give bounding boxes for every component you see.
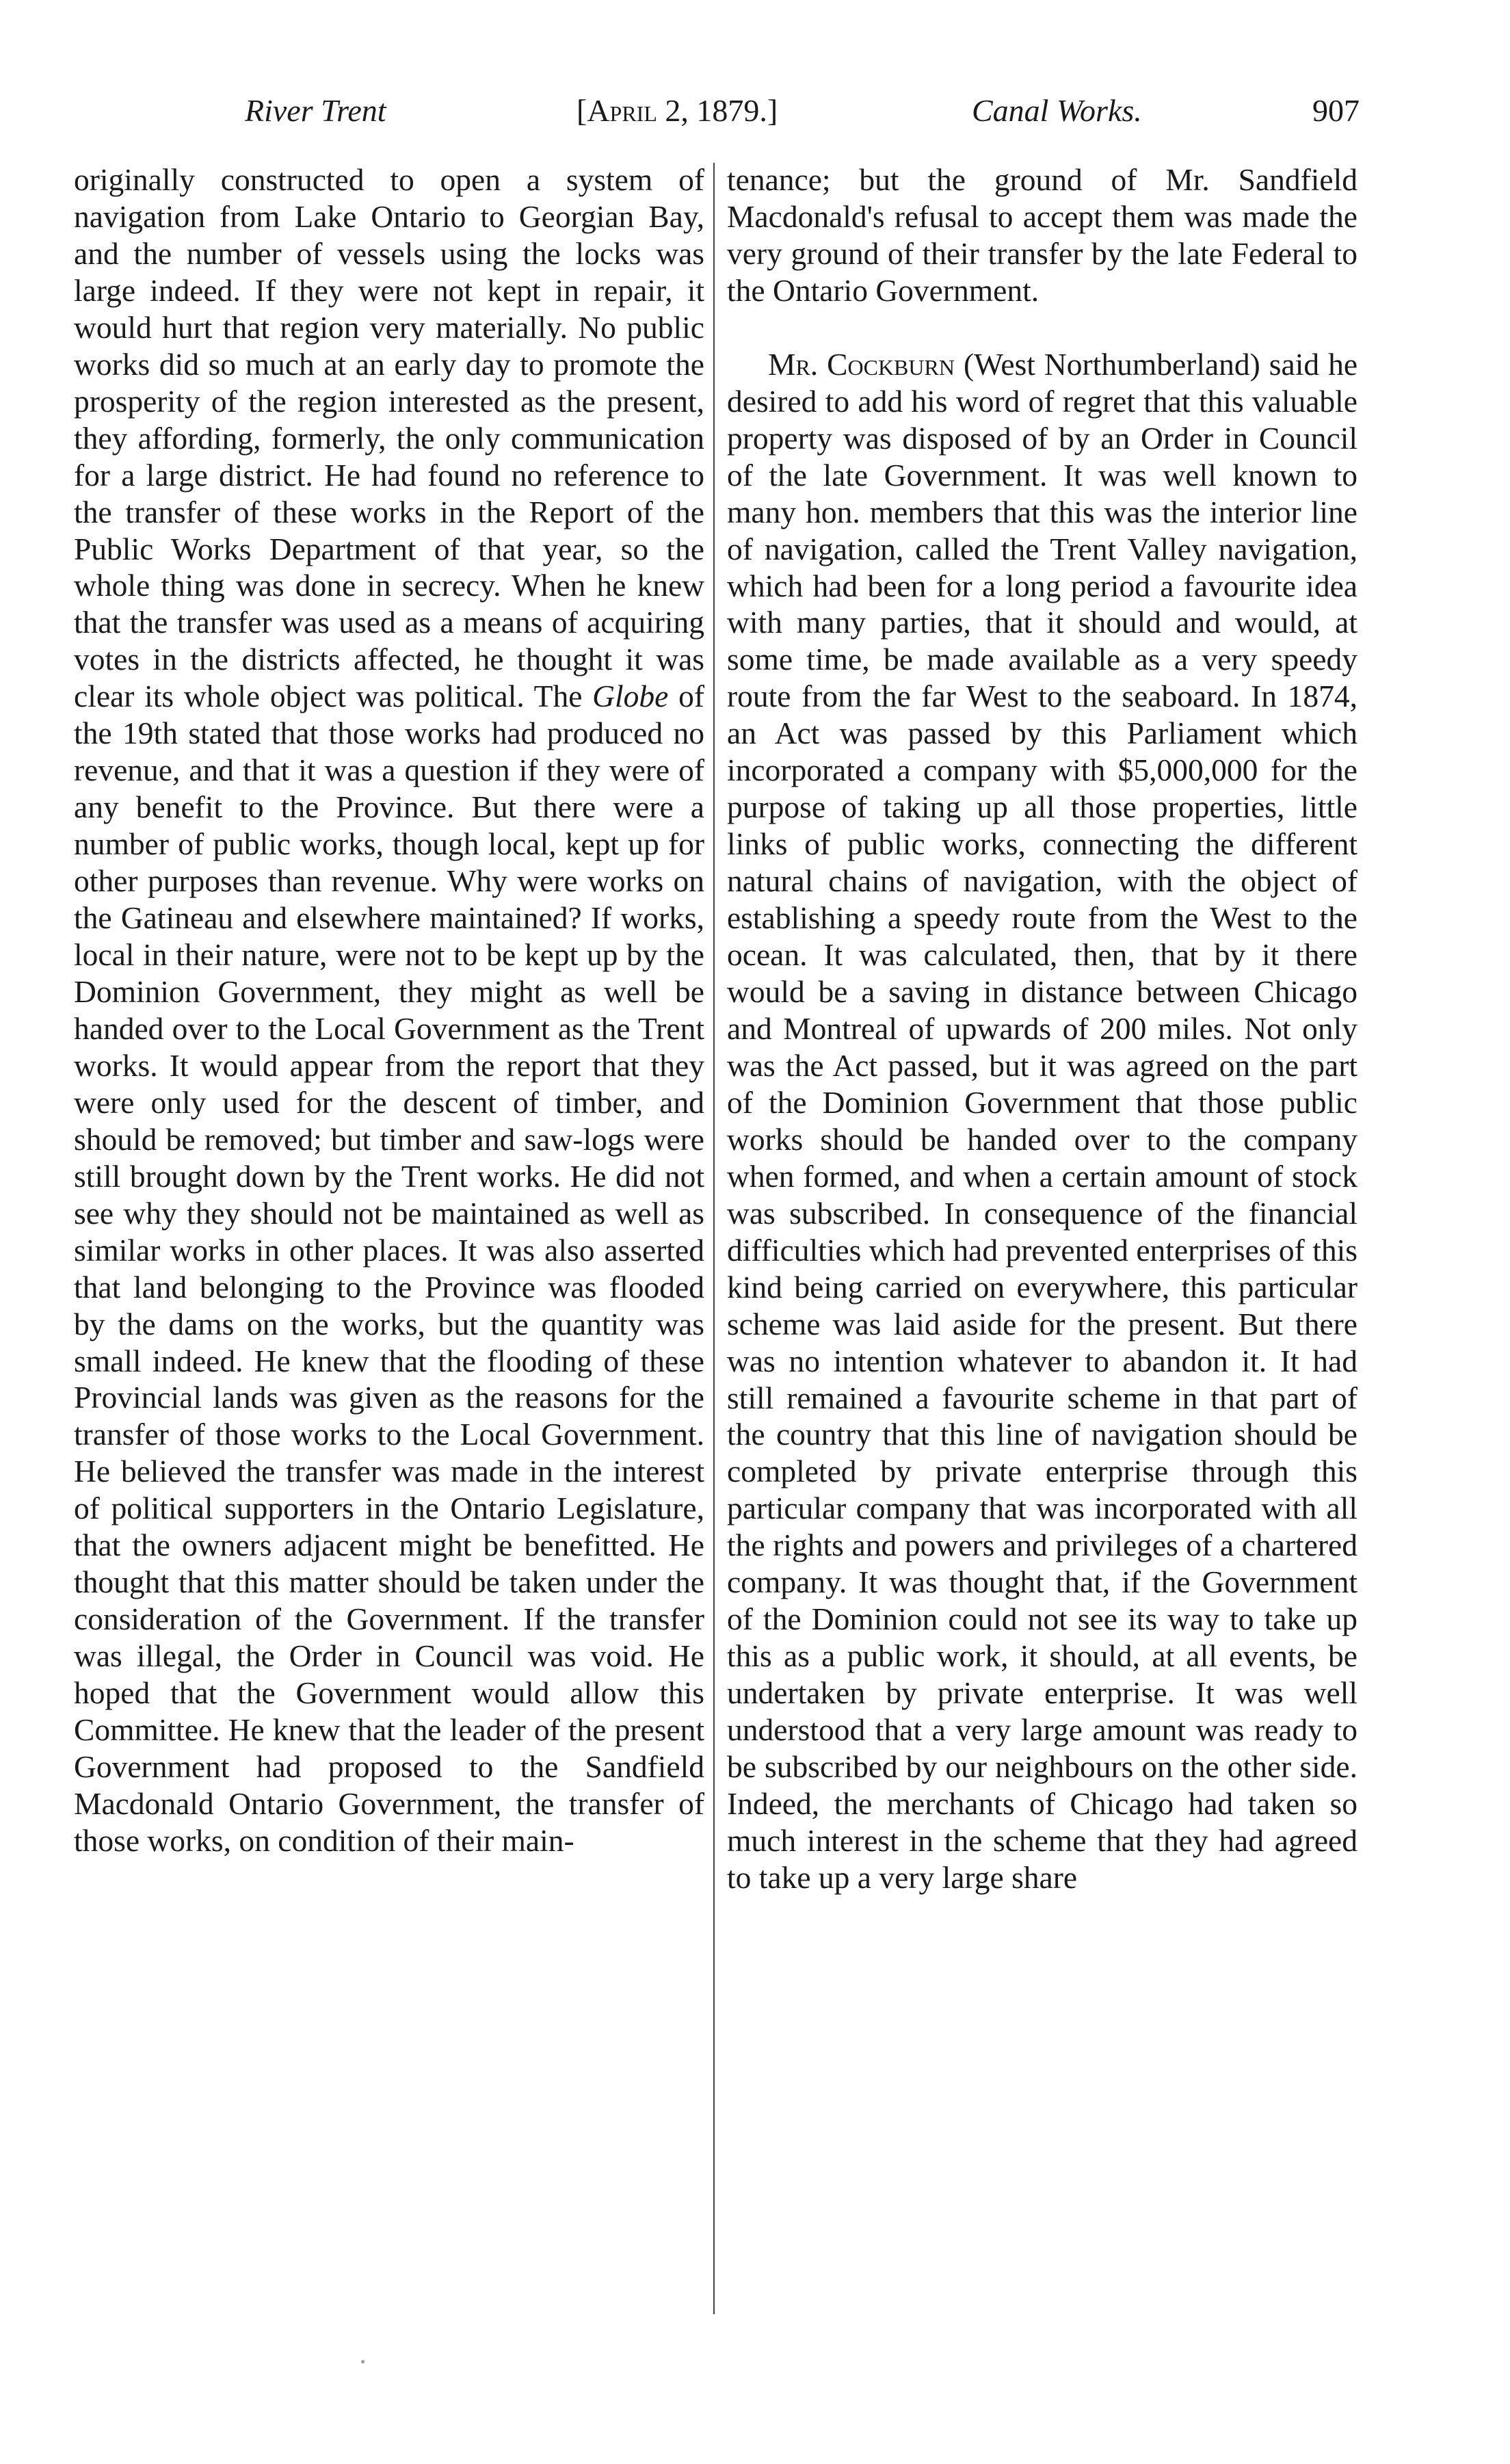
header-section-title: River Trent <box>245 93 386 128</box>
column-divider <box>713 163 715 2314</box>
left-column <box>74 161 704 1859</box>
newspaper-title: Globe <box>592 679 669 714</box>
speech-text: said he desired to add his word of regret that this valuable property was disposed of by an Order in Council of the late Government. It was well known to many hon. members that this was the interior line of navigation, called the Trent Valley navigation, which had been for a long period a favourite idea with many parties, that it should and would, at some time, be made available as a very speedy route from the far West to the seaboard. In 1874, an Act was passed by this Parliament which incorporated a company with $5,000,000 for the purpose of taking up all those properties, little links of public works, connecting the different natural chains of navigation, with the object of establishing a speedy route from the West to the ocean. It was calculated, then, that by it there would be a saving in distance between Chicago and Montreal of upwards of 200 miles. Not only was the Act passed, but it was agreed on the part of the Dominion Government that those public works should be handed over to the company when formed, and when a certain amount of stock was subscribed. In consequence of the financial difficulties which had prevented enterprises of this kind being carried on everywhere, this particular scheme was laid aside for the present. But there was no intention whatever to abandon it. It had still remained a favourite scheme in that part of the country that this line of navigation should be completed by private enterprise through this particular company that was incorporated with all the rights and powers and privileges of a chartered company. It was thought that, if the Government of the Dominion could not see its way to take up this as a public work, it should, at all events, be undertaken by private enterprise. It was well understood that a very large amount was ready to be subscribed by our neighbours on the other side. Indeed, the merchants of Chicago had taken so much interest in the scheme that they had agreed to take up a very large share <box>727 346 1358 1895</box>
print-speck <box>361 2360 365 2363</box>
page-number: 907 <box>1312 93 1360 128</box>
left-column-paragraph: originally constructed to open a system of navigation from Lake Ontario to Georgian Bay, and the number of vessels using the locks was large indeed. If they were not kept in repair, it would hurt that region very materially. No public works did so much at an early day to promote the prosperity of the region interested as the present, they affording, formerly, the only communication for a large district. He had found no reference to the transfer of these works in the Report of the Public Works Department of that year, so the whole thing was done in secrecy. When he knew that the transfer was used as a means of acquiring votes in the districts affected, he thought it was clear its whole object was political. The Globe of the 19th stated that those works had produced no revenue, and that it was a question if they were of any benefit to the Province. But there were a number of public works, though local, kept up for other purposes than revenue. Why were works on the Gatineau and elsewhere maintained? If works, local in their nature, were not to be kept up by the Dominion Government, they might as well be handed over to the Local Government as the Trent works. It would appear from the report that they were only used for the descent of timber, and should be removed; but timber and saw-logs were still brought down by the Trent works. He did not see why they should not be maintained as well as similar works in other places. It was also asserted that land belonging to the Province was flooded by the dams on the works, but the quantity was small indeed. He knew that the flooding of these Provincial lands was given as the reasons for the transfer of those works to the Local Government. He believed the transfer was made in the interest of political supporters in the Ontario Legislature, that the owners adjacent might be benefitted. He thought that this matter should be taken under the consideration of the Government. If the transfer was illegal, the Order in Council was void. He hoped that the Government would allow this Committee. He knew that the leader of the present Government had proposed to the Sandfield Macdonald Ontario Government, the transfer of those works, on condition of their main- <box>74 162 704 1858</box>
speaker-name: Mr. Cockburn <box>768 346 955 382</box>
header-topic: Canal Works. <box>972 93 1142 128</box>
right-column <box>727 161 1357 1896</box>
continuation-paragraph: tenance; but the ground of Mr. Sandfield Macdonald's refusal to accept them was made the very ground of their transfer by the late Federal to the Ontario Government. <box>727 162 1357 308</box>
speaker-riding: (West Northumberland) <box>963 346 1260 382</box>
header-date: [April 2, 1879.] <box>577 93 778 128</box>
running-head <box>74 90 1360 131</box>
speech-paragraph <box>727 346 1357 1896</box>
